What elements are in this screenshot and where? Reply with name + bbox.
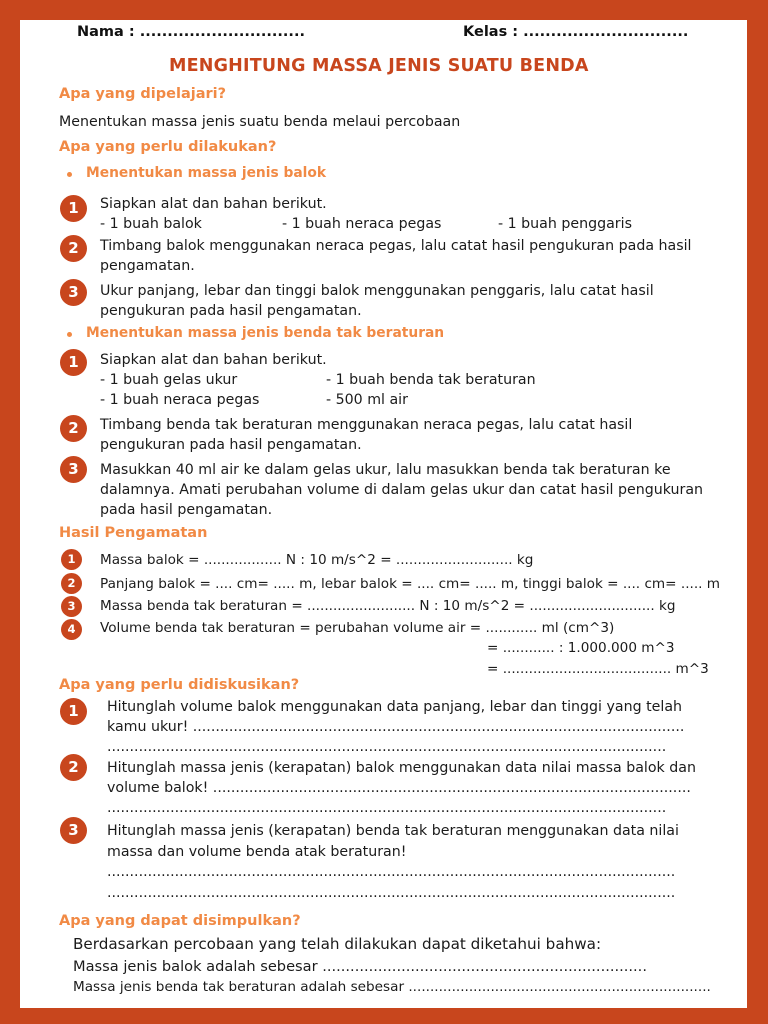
step-number-badge: 1: [60, 195, 87, 222]
subheading-balok: Menentukan massa jenis balok: [86, 165, 327, 181]
step-text: pada hasil pengamatan.: [100, 502, 273, 518]
row-number-badge: 4: [61, 619, 82, 640]
step-text: Timbang balok menggunakan neraca pegas, lalu catat hasil pengukuran pada hasil: [100, 238, 692, 254]
answer-line[interactable]: ............................................................................................................................: [107, 800, 667, 816]
material-item: - 1 buah balok: [100, 216, 202, 232]
answer-line[interactable]: kamu ukur! .............................................................................................................: [107, 719, 685, 735]
material-item: - 1 buah gelas ukur: [100, 372, 238, 388]
answer-line[interactable]: ............................................................................................................................: [107, 739, 667, 755]
step-number-badge: 1: [60, 349, 87, 376]
section-heading-diskusi: Apa yang perlu didiskusikan?: [59, 677, 300, 693]
conclusion-intro: Berdasarkan percobaan yang telah dilakukan dapat diketahui bahwa:: [73, 935, 602, 953]
bullet-icon: [67, 332, 72, 337]
question-number-badge: 2: [60, 754, 87, 781]
row-number-badge: 3: [61, 596, 82, 617]
kelas-field[interactable]: Kelas : ..............................: [463, 24, 689, 40]
page-title: MENGHITUNG MASSA JENIS SUATU BENDA: [169, 56, 589, 76]
answer-line[interactable]: ..............................................................................................................................: [107, 885, 676, 901]
question-text: Hitunglah volume balok menggunakan data panjang, lebar dan tinggi yang telah: [107, 699, 683, 715]
nama-field[interactable]: Nama : ..............................: [77, 24, 305, 40]
section-heading-simpulan: Apa yang dapat disimpulkan?: [59, 913, 301, 929]
step-text: pengamatan.: [100, 258, 195, 274]
material-item: - 1 buah neraca pegas: [100, 392, 260, 408]
subheading-tak-beraturan: Menentukan massa jenis benda tak beraturan: [86, 325, 445, 341]
observation-row[interactable]: Massa balok = .................. N : 10 m/s^2 = ........................... kg: [100, 552, 534, 568]
step-text: Siapkan alat dan bahan berikut.: [100, 196, 327, 212]
question-text: massa dan volume benda atak beraturan!: [107, 844, 407, 860]
conclusion-line-balok[interactable]: Massa jenis balok adalah sebesar ......................................................................: [73, 958, 647, 975]
step-number-badge: 2: [60, 235, 87, 262]
bullet-icon: [67, 172, 72, 177]
question-text: Hitunglah massa jenis (kerapatan) benda tak beraturan menggunakan data nilai: [107, 823, 679, 839]
step-text: Siapkan alat dan bahan berikut.: [100, 352, 327, 368]
answer-line[interactable]: ..............................................................................................................................: [107, 864, 676, 880]
observation-row[interactable]: Volume benda tak beraturan = perubahan volume air = ............ ml (cm^3): [100, 620, 615, 636]
material-item: - 1 buah neraca pegas: [282, 216, 442, 232]
question-number-badge: 1: [60, 698, 87, 725]
step-text: Timbang benda tak beraturan menggunakan neraca pegas, lalu catat hasil: [100, 417, 633, 433]
row-number-badge: 1: [61, 549, 82, 570]
step-number-badge: 3: [60, 456, 87, 483]
step-text: pengukuran pada hasil pengamatan.: [100, 303, 362, 319]
dipelajari-text: Menentukan massa jenis suatu benda melaui percobaan: [59, 114, 461, 130]
observation-row[interactable]: Massa benda tak beraturan = ......................... N : 10 m/s^2 = ............................. kg: [100, 598, 676, 614]
step-number-badge: 3: [60, 279, 87, 306]
observation-row-cont[interactable]: = ............ : 1.000.000 m^3: [487, 640, 675, 656]
material-item: - 500 ml air: [326, 392, 408, 408]
section-heading-dilakukan: Apa yang perlu dilakukan?: [59, 139, 277, 155]
step-text: dalamnya. Amati perubahan volume di dalam gelas ukur dan catat hasil pengukuran: [100, 482, 704, 498]
conclusion-line-tak-beraturan[interactable]: Massa jenis benda tak beraturan adalah sebesar ......................................................................: [73, 979, 711, 995]
question-text: Hitunglah massa jenis (kerapatan) balok menggunakan data nilai massa balok dan: [107, 760, 696, 776]
step-number-badge: 2: [60, 415, 87, 442]
question-number-badge: 3: [60, 817, 87, 844]
observation-row-cont[interactable]: = ....................................... m^3: [487, 661, 709, 677]
row-number-badge: 2: [61, 573, 82, 594]
step-text: pengukuran pada hasil pengamatan.: [100, 437, 362, 453]
step-text: Masukkan 40 ml air ke dalam gelas ukur, lalu masukkan benda tak beraturan ke: [100, 462, 671, 478]
answer-line[interactable]: volume balok! ..........................................................................................................: [107, 780, 691, 796]
observation-row[interactable]: Panjang balok = .... cm= ..... m, lebar balok = .... cm= ..... m, tinggi balok = .... cm= ..... m: [100, 576, 721, 592]
material-item: - 1 buah penggaris: [498, 216, 632, 232]
section-heading-dipelajari: Apa yang dipelajari?: [59, 86, 227, 102]
section-heading-hasil: Hasil Pengamatan: [59, 525, 208, 541]
step-text: Ukur panjang, lebar dan tinggi balok menggunakan penggaris, lalu catat hasil: [100, 283, 654, 299]
worksheet: [20, 20, 747, 1008]
material-item: - 1 buah benda tak beraturan: [326, 372, 536, 388]
